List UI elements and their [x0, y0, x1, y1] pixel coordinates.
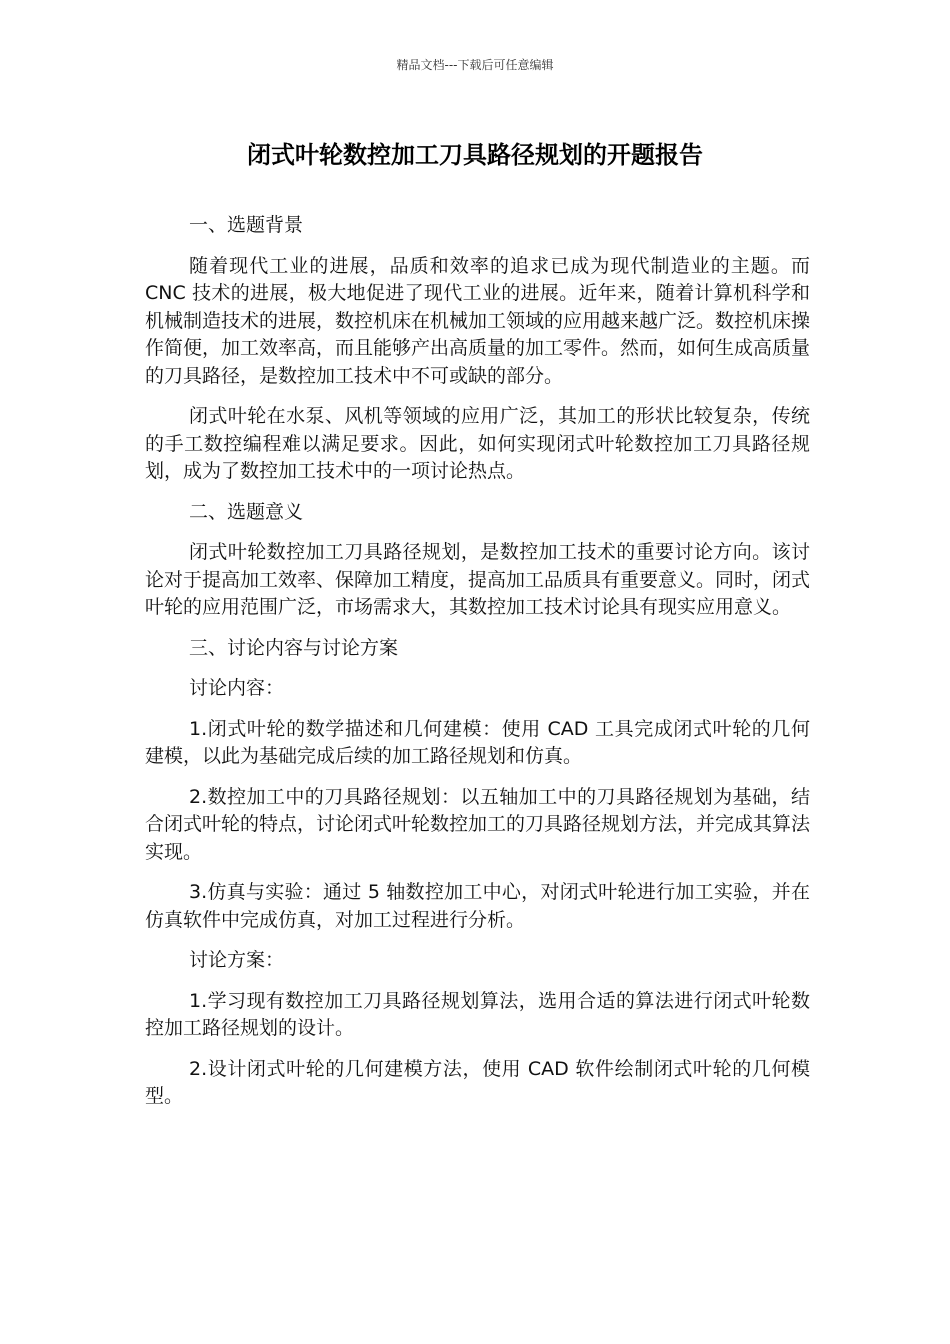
section-heading-background: 一、选题背景: [189, 214, 304, 236]
content-item-1: 1.闭式叶轮的数学描述和几何建模：使用 CAD 工具完成闭式叶轮的几何建模，以此为基础完成后续的加工路径规划和仿真。: [145, 717, 810, 767]
plan-label: 讨论方案：: [189, 949, 285, 971]
paragraph-background-2: 闭式叶轮在水泵、风机等领域的应用广泛，其加工的形状比较复杂，传统的手工数控编程难以满足要求。因此，如何实现闭式叶轮数控加工刀具路径规划，成为了数控加工技术中的一项讨论热点。: [145, 405, 810, 482]
section-heading-content-plan: 三、讨论内容与讨论方案: [189, 636, 399, 659]
document-title: 闭式叶轮数控加工刀具路径规划的开题报告: [247, 141, 703, 169]
content-item-2: 2.数控加工中的刀具路径规划：以五轴加工中的刀具路径规划为基础，结合闭式叶轮的特点，讨论闭式叶轮数控加工的刀具路径规划方法，并完成其算法实现。: [145, 785, 811, 863]
content-label: 讨论内容：: [189, 677, 285, 699]
plan-item-2: 2.设计闭式叶轮的几何建模方法，使用 CAD 软件绘制闭式叶轮的几何模型。: [145, 1057, 810, 1107]
document-body: [145, 212, 810, 1124]
section-heading-significance: 二、选题意义: [189, 500, 304, 523]
paragraph-significance: 闭式叶轮数控加工刀具路径规划，是数控加工技术的重要讨论方向。该讨论对于提高加工效率、保障加工精度，提高加工品质具有重要意义。同时，闭式叶轮的应用范围广泛，市场需求大，其数控加工技术讨论具有现实应用意义。: [145, 541, 811, 618]
plan-item-1: 1.学习现有数控加工刀具路径规划算法，选用合适的算法进行闭式叶轮数控加工路径规划的设计。: [145, 989, 810, 1039]
paragraph-background-1: 随着现代工业的进展，品质和效率的追求已成为现代制造业的主题。而 CNC 技术的进展，极大地促进了现代工业的进展。近年来，随着计算机科学和机械制造技术的进展，数控机床在机械加工领域的应用越来越广泛。数控机床操作简便，加工效率高，而且能够产出高质量的加工零件。然而，如何生成高质量的刀具路径，是数控加工技术中不可或缺的部分。: [145, 254, 811, 387]
content-item-3: 3.仿真与实验：通过 5 轴数控加工中心，对闭式叶轮进行加工实验，并在仿真软件中完成仿真，对加工过程进行分析。: [145, 881, 810, 931]
header-note: 精品文档---下载后可任意编辑: [396, 58, 554, 72]
